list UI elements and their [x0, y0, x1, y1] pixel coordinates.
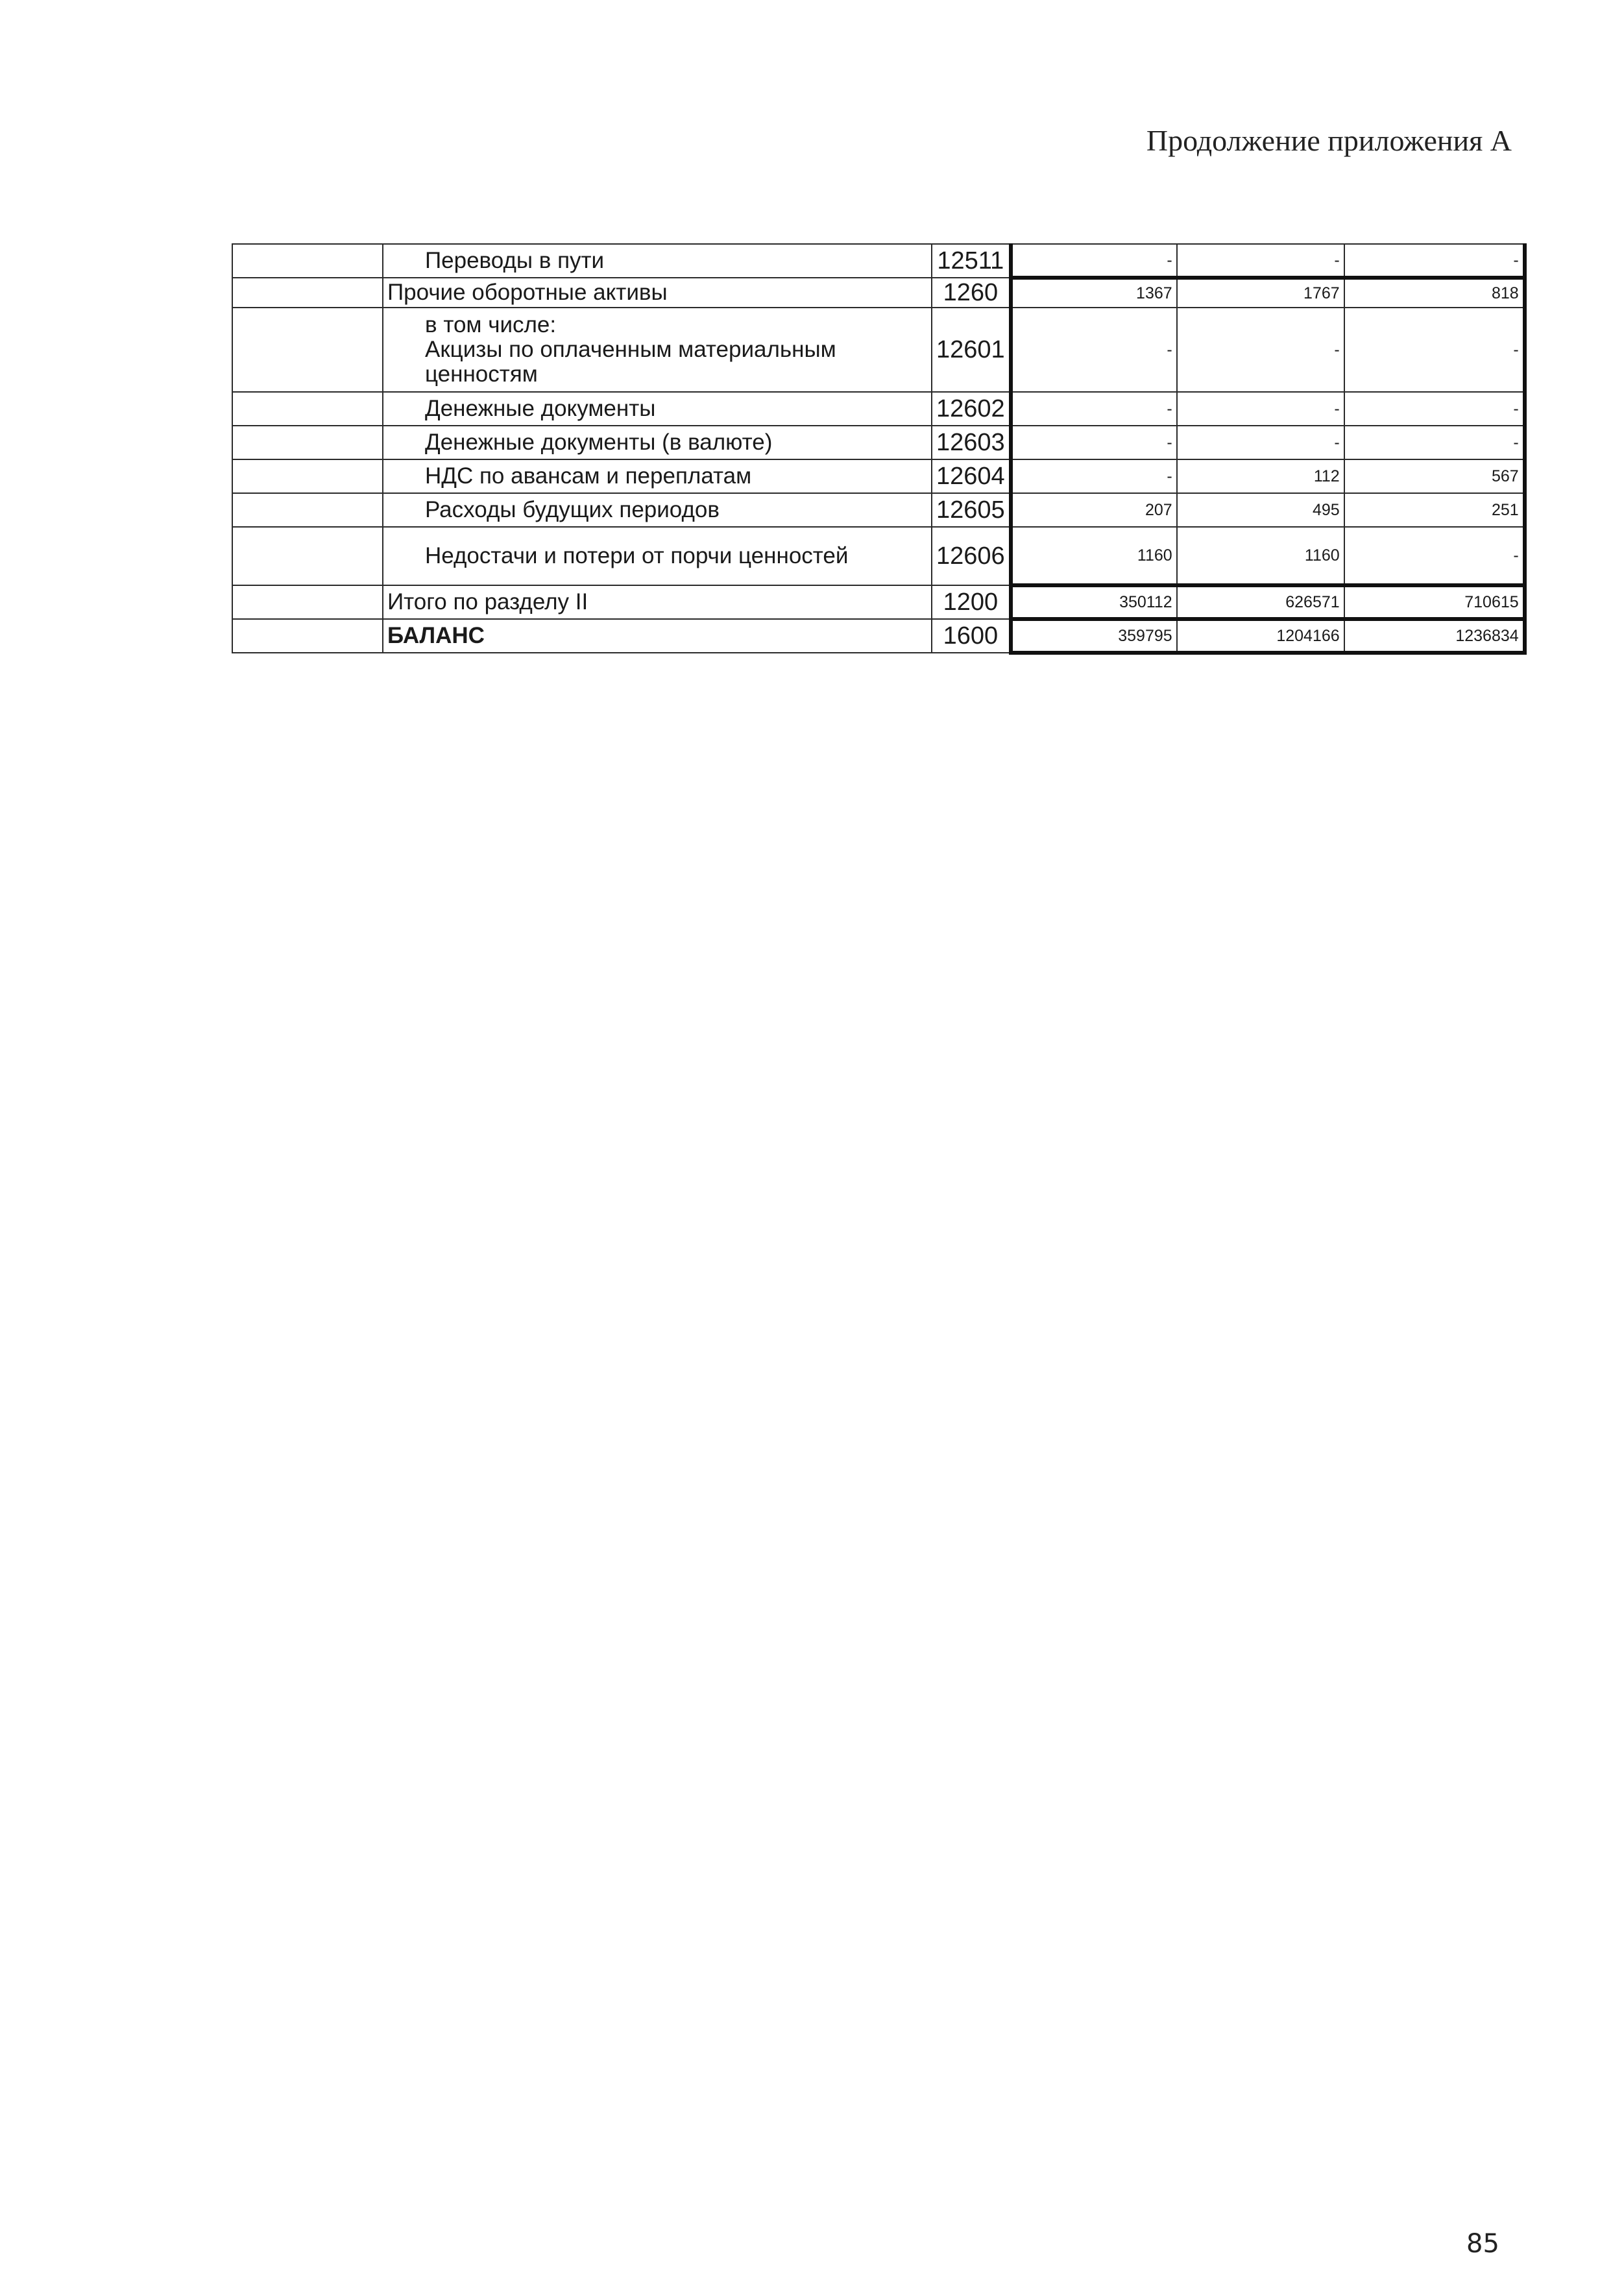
table-row — [232, 619, 1525, 653]
value-cell: - — [1177, 308, 1344, 392]
table-row — [232, 459, 1525, 493]
value-cell: - — [1011, 244, 1177, 278]
row-label-text: Акцизы по оплаченным материальным ценностям — [425, 337, 836, 387]
table-row — [232, 278, 1525, 308]
row-label: Денежные документы (в валюте) — [383, 426, 932, 459]
row-code: 1600 — [932, 619, 1011, 653]
value-cell: - — [1011, 459, 1177, 493]
value-cell: 359795 — [1011, 619, 1177, 653]
value-cell: - — [1011, 426, 1177, 459]
row-label-prefix: в том числе: — [425, 312, 557, 337]
table-row — [232, 244, 1525, 278]
value-cell: 1204166 — [1177, 619, 1344, 653]
row-code: 12602 — [932, 392, 1011, 426]
empty-cell — [232, 392, 383, 426]
row-code: 1260 — [932, 278, 1011, 308]
row-label: Итого по разделу II — [383, 585, 932, 619]
value-cell: 251 — [1344, 493, 1525, 527]
value-cell: - — [1177, 244, 1344, 278]
empty-cell — [232, 585, 383, 619]
value-cell: - — [1177, 426, 1344, 459]
row-code: 1200 — [932, 585, 1011, 619]
row-code: 12604 — [932, 459, 1011, 493]
table-row — [232, 308, 1525, 392]
value-cell: - — [1344, 308, 1525, 392]
row-label: Переводы в пути — [383, 244, 932, 278]
balance-table — [232, 243, 1527, 655]
row-code: 12606 — [932, 527, 1011, 585]
value-cell: 567 — [1344, 459, 1525, 493]
value-cell: 818 — [1344, 278, 1525, 308]
value-cell: 1767 — [1177, 278, 1344, 308]
empty-cell — [232, 459, 383, 493]
row-label — [383, 308, 932, 392]
value-cell: - — [1177, 392, 1344, 426]
table-row — [232, 426, 1525, 459]
table-row — [232, 392, 1525, 426]
value-cell: 626571 — [1177, 585, 1344, 619]
row-label: БАЛАНС — [383, 619, 932, 653]
row-label: Расходы будущих периодов — [383, 493, 932, 527]
table-row — [232, 585, 1525, 619]
page-number: 85 — [1466, 2229, 1499, 2259]
empty-cell — [232, 244, 383, 278]
value-cell: 495 — [1177, 493, 1344, 527]
row-code: 12605 — [932, 493, 1011, 527]
empty-cell — [232, 308, 383, 392]
row-label: НДС по авансам и переплатам — [383, 459, 932, 493]
value-cell: 1367 — [1011, 278, 1177, 308]
value-cell: - — [1011, 308, 1177, 392]
value-cell: - — [1344, 392, 1525, 426]
row-code: 12511 — [932, 244, 1011, 278]
value-cell: 1236834 — [1344, 619, 1525, 653]
empty-cell — [232, 527, 383, 585]
row-code: 12603 — [932, 426, 1011, 459]
page-header: Продолжение приложения А — [1146, 124, 1512, 157]
row-code: 12601 — [932, 308, 1011, 392]
empty-cell — [232, 278, 383, 308]
value-cell: 710615 — [1344, 585, 1525, 619]
value-cell: - — [1344, 426, 1525, 459]
table-row — [232, 527, 1525, 585]
row-label: Недостачи и потери от порчи ценностей — [383, 527, 932, 585]
empty-cell — [232, 493, 383, 527]
empty-cell — [232, 426, 383, 459]
value-cell: - — [1011, 392, 1177, 426]
row-label: Прочие оборотные активы — [383, 278, 932, 308]
value-cell: 1160 — [1011, 527, 1177, 585]
empty-cell — [232, 619, 383, 653]
row-label: Денежные документы — [383, 392, 932, 426]
value-cell: 350112 — [1011, 585, 1177, 619]
table-row — [232, 493, 1525, 527]
value-cell: 112 — [1177, 459, 1344, 493]
value-cell: - — [1344, 244, 1525, 278]
value-cell: 1160 — [1177, 527, 1344, 585]
value-cell: 207 — [1011, 493, 1177, 527]
value-cell: - — [1344, 527, 1525, 585]
